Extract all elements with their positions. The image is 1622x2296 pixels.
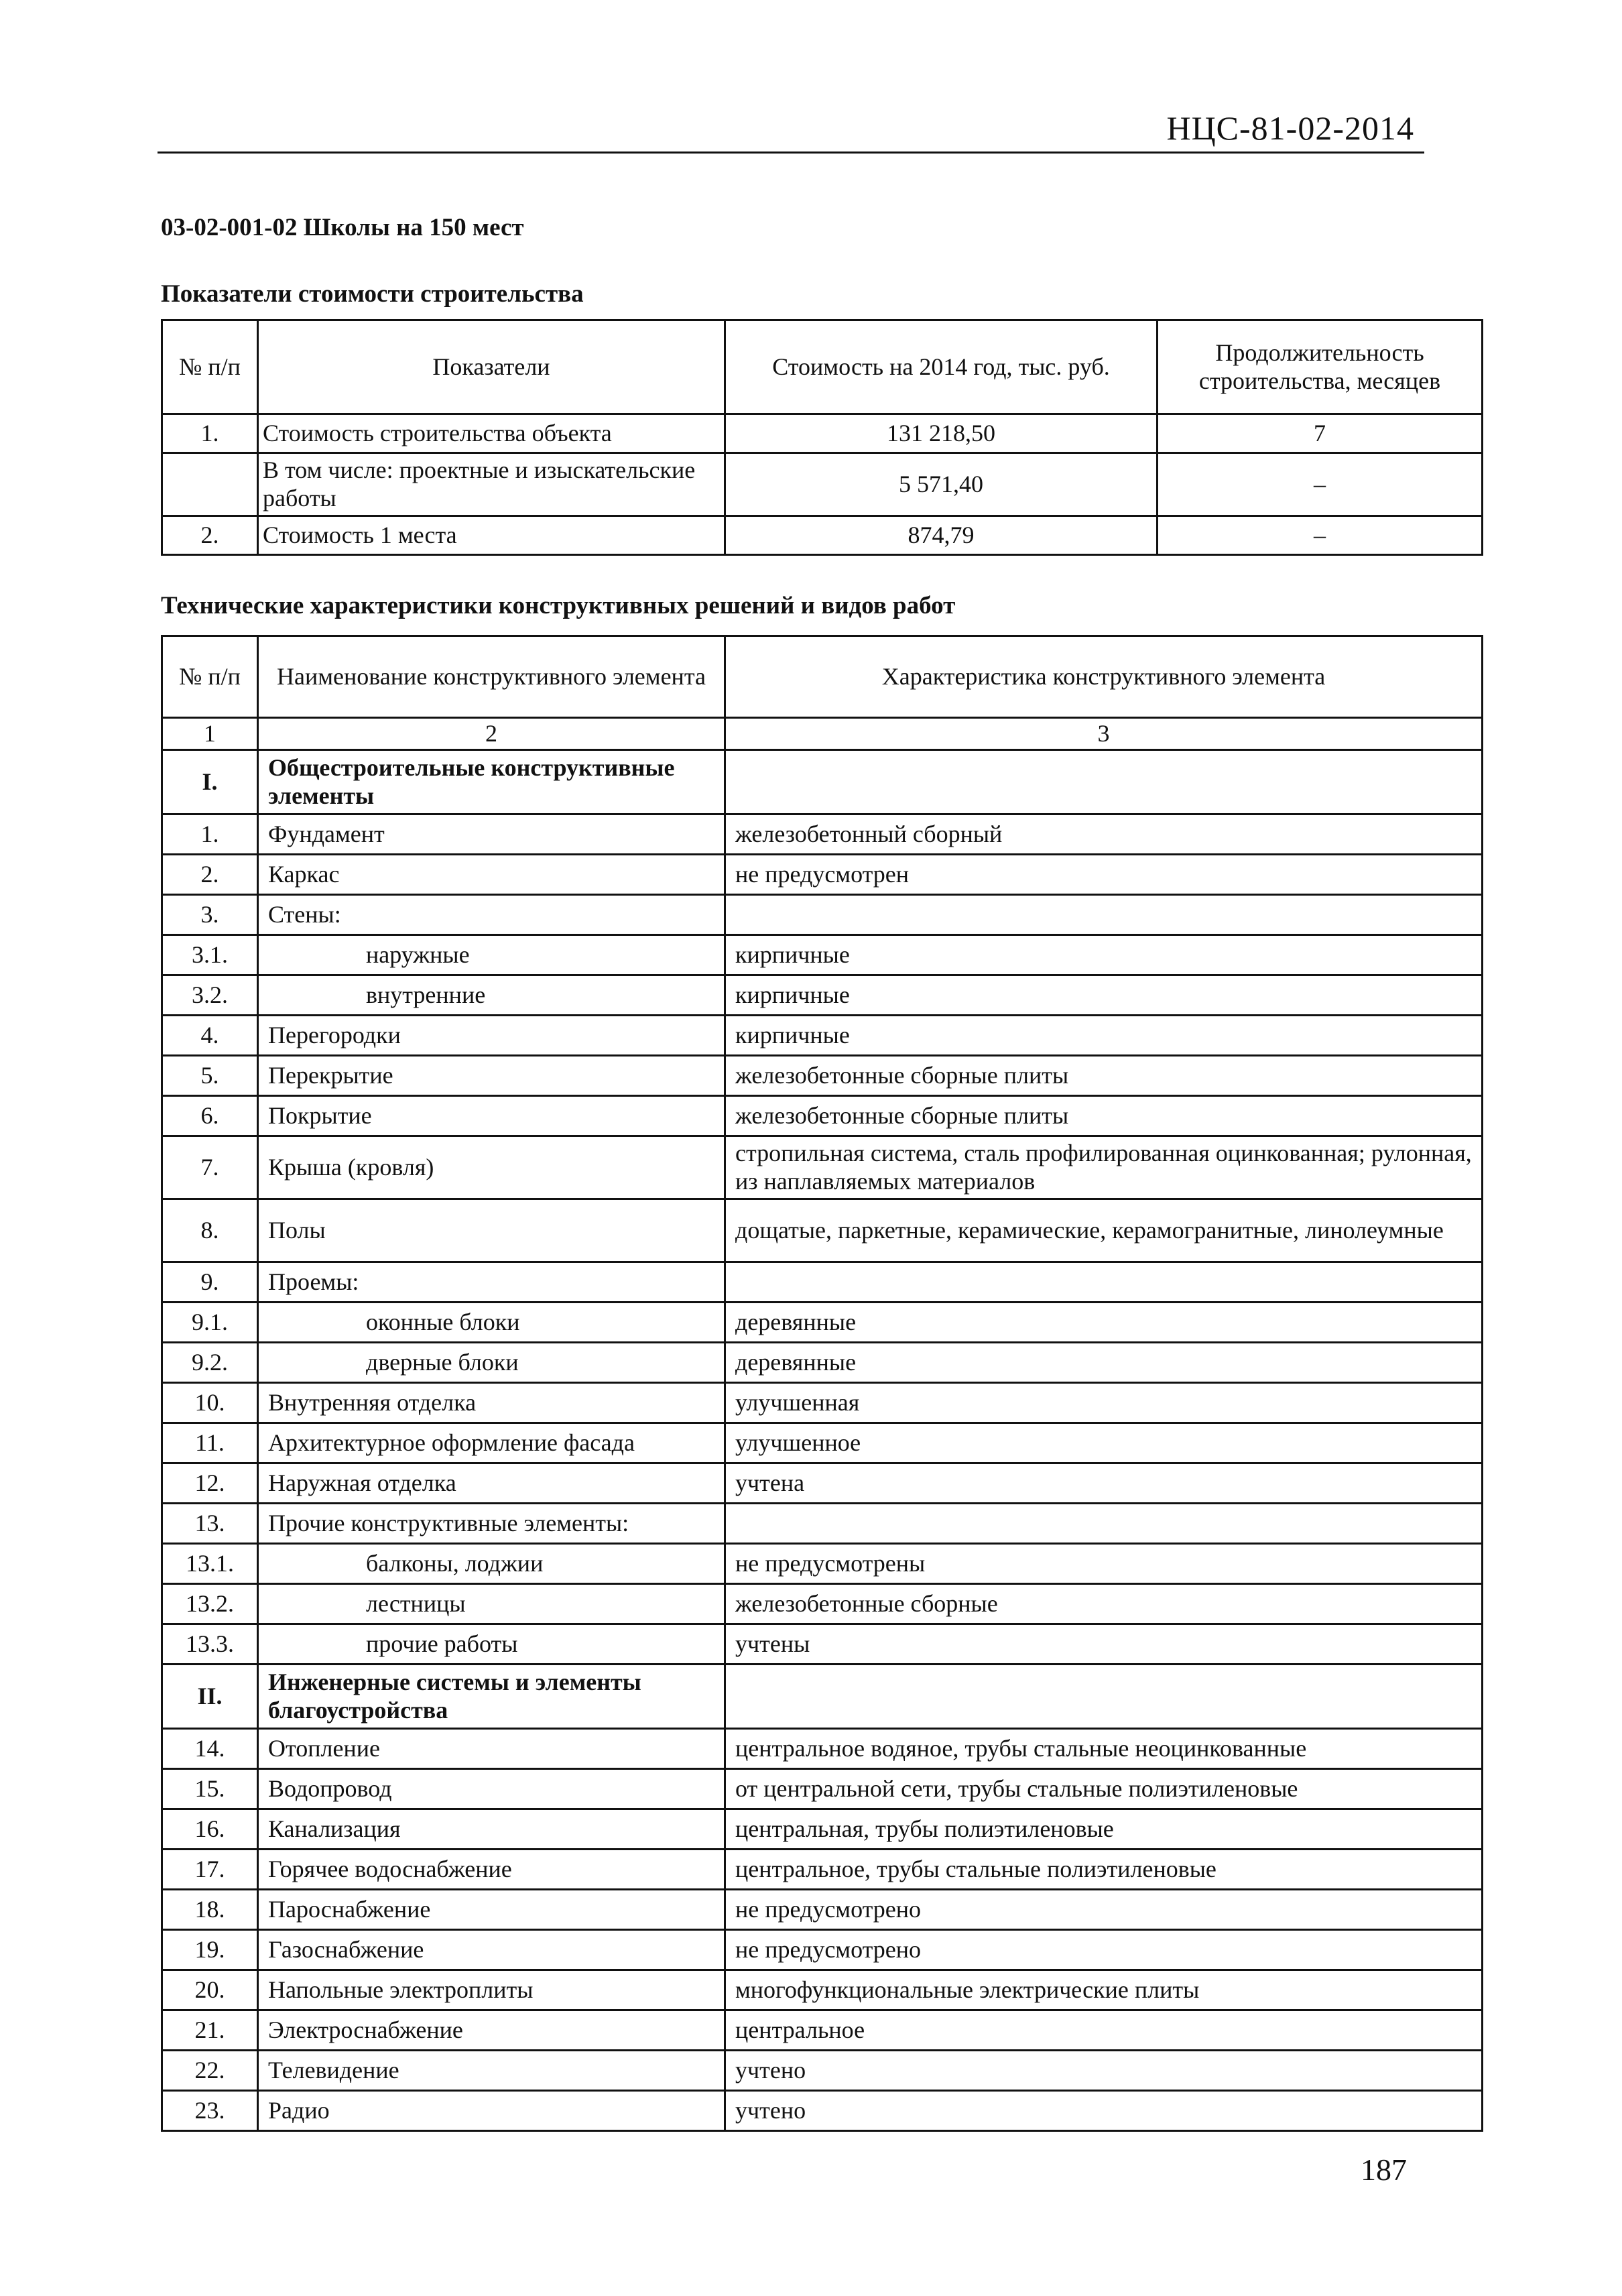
table-row — [162, 1584, 1483, 1624]
cost-row-cost: 874,79 — [725, 516, 1158, 555]
element-characteristic: деревянные — [725, 1343, 1483, 1383]
row-number: 15. — [162, 1769, 258, 1809]
element-name: прочие работы — [258, 1624, 725, 1665]
row-number: 4. — [162, 1016, 258, 1056]
element-name: Инженерные системы и элементы благоустройства — [258, 1665, 725, 1729]
element-name: дверные блоки — [258, 1343, 725, 1383]
element-characteristic: железобетонные сборные плиты — [725, 1056, 1483, 1096]
cost-row-num — [162, 453, 258, 516]
element-characteristic: учтена — [725, 1463, 1483, 1504]
element-characteristic — [725, 1665, 1483, 1729]
header-cell-element-name: Наименование конструктивного элемента — [258, 636, 725, 718]
table-row — [162, 1890, 1483, 1930]
element-characteristic: от центральной сети, трубы стальные полиэтиленовые — [725, 1769, 1483, 1809]
row-number: 13.2. — [162, 1584, 258, 1624]
table-row — [162, 1930, 1483, 1970]
element-characteristic: центральное, трубы стальные полиэтиленовые — [725, 1850, 1483, 1890]
table-row — [162, 2091, 1483, 2131]
element-characteristic: железобетонные сборные — [725, 1584, 1483, 1624]
element-name: Газоснабжение — [258, 1930, 725, 1970]
cost-table-header-row — [162, 320, 1483, 414]
element-characteristic: центральная, трубы полиэтиленовые — [725, 1809, 1483, 1850]
row-number: 1. — [162, 814, 258, 855]
cost-row-duration: – — [1158, 453, 1483, 516]
row-number: 9.1. — [162, 1303, 258, 1343]
element-name: Напольные электроплиты — [258, 1970, 725, 2010]
tech-section-title: Технические характеристики конструктивных решений и видов работ — [161, 592, 956, 619]
row-number: 21. — [162, 2010, 258, 2051]
row-number: 9.2. — [162, 1343, 258, 1383]
cost-row-name: В том числе: проектные и изыскательские работы — [258, 453, 725, 516]
row-number: 12. — [162, 1463, 258, 1504]
cost-section-title: Показатели стоимости строительства — [161, 280, 584, 308]
row-number: 19. — [162, 1930, 258, 1970]
table-row — [162, 1199, 1483, 1262]
element-characteristic: не предусмотрено — [725, 1930, 1483, 1970]
element-characteristic: не предусмотрен — [725, 855, 1483, 895]
element-name: Проемы: — [258, 1262, 725, 1303]
cost-row-duration: – — [1158, 516, 1483, 555]
element-name: Перегородки — [258, 1016, 725, 1056]
table-row — [162, 1016, 1483, 1056]
header-cell-num: № п/п — [162, 636, 258, 718]
tech-table-header-row — [162, 636, 1483, 718]
document-title: 03-02-001-02 Школы на 150 мест — [161, 214, 524, 241]
element-characteristic: кирпичные — [725, 1016, 1483, 1056]
element-name: Полы — [258, 1199, 725, 1262]
header-cell-indicator: Показатели — [258, 320, 725, 414]
element-characteristic: железобетонный сборный — [725, 814, 1483, 855]
row-number: 3.2. — [162, 975, 258, 1016]
row-number: 13.1. — [162, 1544, 258, 1584]
row-number: 2. — [162, 855, 258, 895]
table-row — [162, 895, 1483, 935]
element-characteristic — [725, 1504, 1483, 1544]
element-characteristic: дощатые, паркетные, керамические, керамогранитные, линолеумные — [725, 1199, 1483, 1262]
table-row — [162, 1423, 1483, 1463]
column-number: 3 — [725, 718, 1483, 750]
table-row — [162, 975, 1483, 1016]
table-row — [162, 1056, 1483, 1096]
row-number: 23. — [162, 2091, 258, 2131]
table-row — [162, 935, 1483, 975]
element-name: Телевидение — [258, 2051, 725, 2091]
column-number-row — [162, 718, 1483, 750]
element-name: Горячее водоснабжение — [258, 1850, 725, 1890]
element-name: Канализация — [258, 1809, 725, 1850]
element-characteristic: центральное водяное, трубы стальные неоцинкованные — [725, 1729, 1483, 1769]
table-row — [162, 1383, 1483, 1423]
row-number: 3. — [162, 895, 258, 935]
element-name: балконы, лоджии — [258, 1544, 725, 1584]
cost-row-cost: 5 571,40 — [725, 453, 1158, 516]
row-number: 7. — [162, 1136, 258, 1199]
row-number: 18. — [162, 1890, 258, 1930]
table-row — [162, 1970, 1483, 2010]
cost-row-name: Стоимость 1 места — [258, 516, 725, 555]
header-cell-num: № п/п — [162, 320, 258, 414]
element-name: Радио — [258, 2091, 725, 2131]
table-row — [162, 1544, 1483, 1584]
row-number: 22. — [162, 2051, 258, 2091]
column-number: 1 — [162, 718, 258, 750]
element-characteristic — [725, 895, 1483, 935]
element-characteristic: железобетонные сборные плиты — [725, 1096, 1483, 1136]
element-name: Каркас — [258, 855, 725, 895]
element-characteristic: учтено — [725, 2051, 1483, 2091]
row-number: 16. — [162, 1809, 258, 1850]
row-number: 9. — [162, 1262, 258, 1303]
element-name: Фундамент — [258, 814, 725, 855]
element-name: внутренние — [258, 975, 725, 1016]
row-number: 3.1. — [162, 935, 258, 975]
row-number: 14. — [162, 1729, 258, 1769]
tech-table-body — [162, 750, 1483, 2131]
table-row — [162, 1463, 1483, 1504]
table-row — [162, 1769, 1483, 1809]
row-number: I. — [162, 750, 258, 814]
element-characteristic: не предусмотрены — [725, 1544, 1483, 1584]
element-characteristic: стропильная система, сталь профилированная оцинкованная; рулонная, из наплавляемых материалов — [725, 1136, 1483, 1199]
table-row — [162, 1262, 1483, 1303]
cost-row-duration: 7 — [1158, 414, 1483, 453]
row-number: 8. — [162, 1199, 258, 1262]
column-number: 2 — [258, 718, 725, 750]
element-name: Наружная отделка — [258, 1463, 725, 1504]
element-characteristic: учтено — [725, 2091, 1483, 2131]
element-characteristic: улучшенное — [725, 1423, 1483, 1463]
element-name: Внутренняя отделка — [258, 1383, 725, 1423]
element-name: Крыша (кровля) — [258, 1136, 725, 1199]
header-rule — [158, 152, 1424, 154]
table-row — [162, 1504, 1483, 1544]
element-name: Электроснабжение — [258, 2010, 725, 2051]
cost-row-cost: 131 218,50 — [725, 414, 1158, 453]
element-name: Прочие конструктивные элементы: — [258, 1504, 725, 1544]
row-number: 11. — [162, 1423, 258, 1463]
section-group-row — [162, 750, 1483, 814]
element-name: Общестроительные конструктивные элементы — [258, 750, 725, 814]
element-name: Перекрытие — [258, 1056, 725, 1096]
element-characteristic: не предусмотрено — [725, 1890, 1483, 1930]
cost-row-num: 2. — [162, 516, 258, 555]
element-characteristic — [725, 1262, 1483, 1303]
table-row — [162, 1343, 1483, 1383]
tech-table — [161, 635, 1483, 2132]
cost-row-num: 1. — [162, 414, 258, 453]
row-number: 13. — [162, 1504, 258, 1544]
table-row — [162, 1096, 1483, 1136]
element-name: Пароснабжение — [258, 1890, 725, 1930]
row-number: 10. — [162, 1383, 258, 1423]
element-characteristic: многофункциональные электрические плиты — [725, 1970, 1483, 2010]
table-row — [162, 1624, 1483, 1665]
cost-row-name: Стоимость строительства объекта — [258, 414, 725, 453]
table-row — [162, 1850, 1483, 1890]
table-row — [162, 1729, 1483, 1769]
table-row — [162, 2051, 1483, 2091]
row-number: II. — [162, 1665, 258, 1729]
table-row — [162, 1303, 1483, 1343]
document-code: НЦС-81-02-2014 — [1166, 109, 1414, 147]
table-row — [162, 814, 1483, 855]
element-characteristic: улучшенная — [725, 1383, 1483, 1423]
table-row — [162, 1136, 1483, 1199]
table-row — [162, 855, 1483, 895]
element-name: лестницы — [258, 1584, 725, 1624]
cost-table — [161, 319, 1483, 556]
element-name: Стены: — [258, 895, 725, 935]
row-number: 13.3. — [162, 1624, 258, 1665]
row-number: 17. — [162, 1850, 258, 1890]
header-cell-characteristic: Характеристика конструктивного элемента — [725, 636, 1483, 718]
row-number: 6. — [162, 1096, 258, 1136]
element-name: Водопровод — [258, 1769, 725, 1809]
page-number: 187 — [1361, 2153, 1407, 2187]
section-group-row — [162, 1665, 1483, 1729]
element-characteristic — [725, 750, 1483, 814]
table-row — [162, 1809, 1483, 1850]
element-name: Отопление — [258, 1729, 725, 1769]
element-name: наружные — [258, 935, 725, 975]
element-name: оконные блоки — [258, 1303, 725, 1343]
row-number: 20. — [162, 1970, 258, 2010]
element-characteristic: кирпичные — [725, 975, 1483, 1016]
cost-row — [162, 453, 1483, 516]
element-characteristic: деревянные — [725, 1303, 1483, 1343]
header-cell-duration: Продолжительность строительства, месяцев — [1158, 320, 1483, 414]
element-name: Архитектурное оформление фасада — [258, 1423, 725, 1463]
element-characteristic: кирпичные — [725, 935, 1483, 975]
cost-row — [162, 516, 1483, 555]
element-characteristic: учтены — [725, 1624, 1483, 1665]
cost-row — [162, 414, 1483, 453]
table-row — [162, 2010, 1483, 2051]
header-cell-cost: Стоимость на 2014 год, тыс. руб. — [725, 320, 1158, 414]
row-number: 5. — [162, 1056, 258, 1096]
element-characteristic: центральное — [725, 2010, 1483, 2051]
element-name: Покрытие — [258, 1096, 725, 1136]
